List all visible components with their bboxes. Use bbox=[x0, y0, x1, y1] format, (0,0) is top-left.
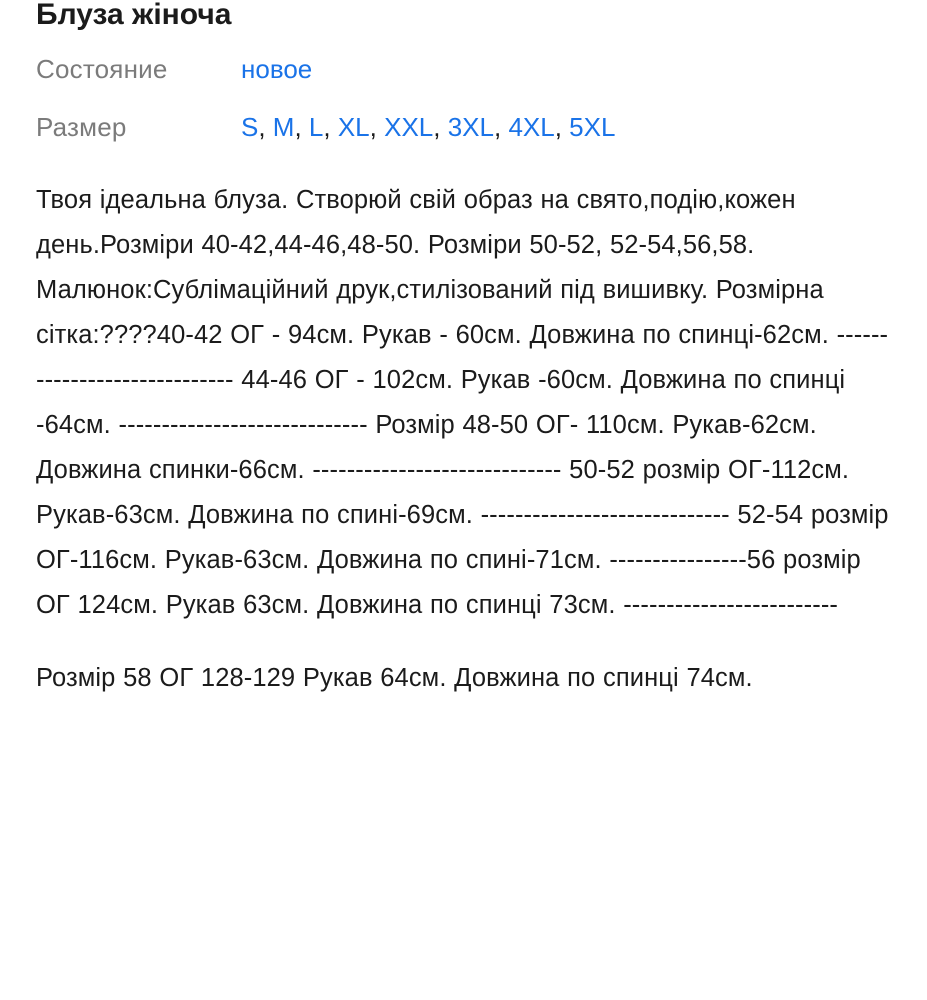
size-value-link-3xl[interactable]: 3XL bbox=[447, 112, 494, 142]
description-paragraph: Розмір 58 ОГ 128-129 Рукав 64см. Довжина по спинці 74см. bbox=[36, 664, 753, 692]
size-value-link-4xl[interactable]: 4XL bbox=[508, 112, 555, 142]
size-separator: , bbox=[493, 112, 509, 142]
attribute-row-size bbox=[36, 112, 891, 142]
attribute-values-size bbox=[241, 112, 615, 142]
attribute-row-condition bbox=[36, 54, 891, 84]
product-description bbox=[36, 178, 891, 701]
size-value-link-m[interactable]: M bbox=[272, 112, 295, 142]
size-separator: , bbox=[258, 112, 273, 142]
size-separator: , bbox=[294, 112, 309, 142]
description-paragraph: Твоя ідеальна блуза. Створюй свій образ на свято,подію,кожен день.Розміри 40-42,44-46,48-50. Розміри 50-52, 52-54,56,58. Малюнок:Сублімаційний друк,стилізований під вишивку. Розмірна сітка:????40-42 ОГ - 94см. Рукав - 60см. Довжина по спинці-62см. ----------------------------- 44-46 ОГ - 102см. Рукав -60см. Довжина по спинці -64см. ----------------------------- Розмір 48-50 ОГ- 110см. Рукав-62см. Довжина спинки-66см. ----------------------------- 50-52 розмір ОГ-112см. Рукав-63см. Довжина по спині-69см. ----------------------------- 52-54 розмір ОГ-116см. Рукав-63см. Довжина по спині-71см. ----------------56 розмір ОГ 124см. Рукав 63см. Довжина по спинці 73см. ------------------------- bbox=[36, 186, 889, 619]
size-value-link-xl[interactable]: XL bbox=[337, 112, 370, 142]
page-title bbox=[36, 0, 891, 31]
size-separator: , bbox=[323, 112, 338, 142]
size-value-link-l[interactable]: L bbox=[308, 112, 324, 142]
page-title-text: Блуза жіноча bbox=[36, 0, 232, 31]
attribute-label-size: Размер bbox=[36, 112, 127, 142]
size-value-link-xxl[interactable]: XXL bbox=[384, 112, 434, 142]
size-value-link-s[interactable]: S bbox=[241, 112, 259, 142]
attribute-label-condition: Состояние bbox=[36, 54, 168, 84]
size-separator: , bbox=[433, 112, 448, 142]
size-separator: , bbox=[369, 112, 385, 142]
size-separator: , bbox=[554, 112, 570, 142]
attribute-list bbox=[36, 54, 891, 142]
condition-value-link[interactable]: новое bbox=[241, 54, 313, 84]
attribute-values-condition bbox=[241, 54, 312, 84]
size-value-link-5xl[interactable]: 5XL bbox=[569, 112, 616, 142]
